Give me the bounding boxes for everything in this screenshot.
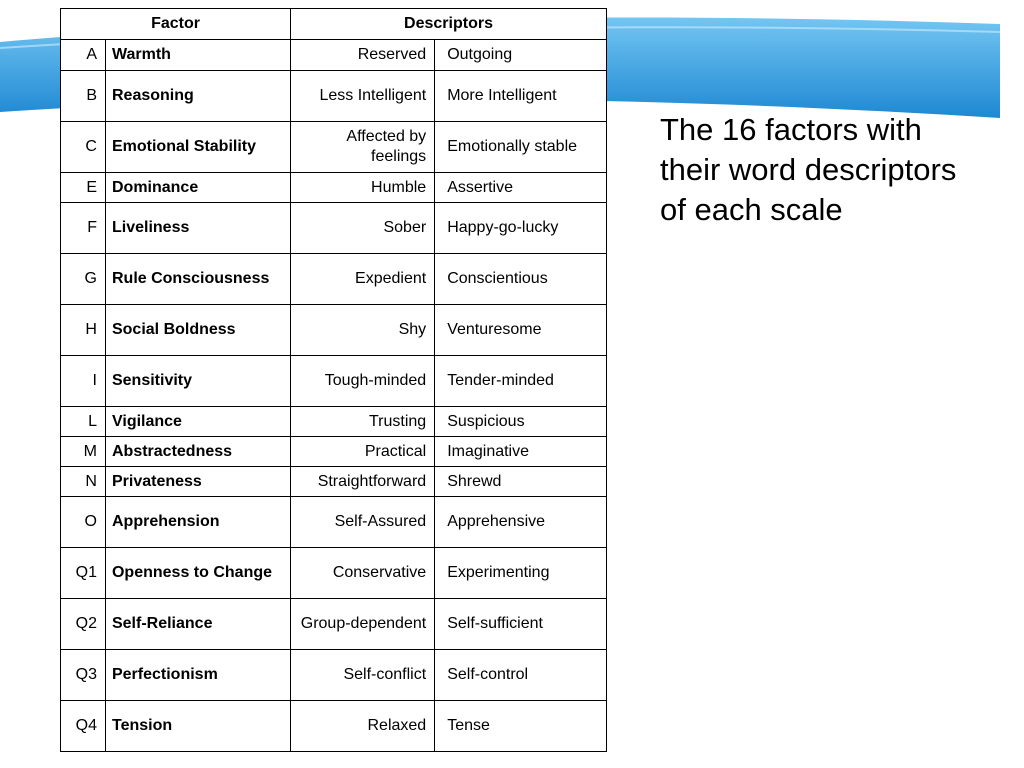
high-descriptor: Imaginative <box>435 437 607 467</box>
low-descriptor: Tough-minded <box>291 356 435 407</box>
high-descriptor: Assertive <box>435 173 607 203</box>
factor-name: Self-Reliance <box>105 599 290 650</box>
high-descriptor: Tense <box>435 701 607 752</box>
factor-code: Q2 <box>61 599 106 650</box>
factor-code: Q3 <box>61 650 106 701</box>
table-row <box>61 437 607 467</box>
low-descriptor: Affected by feelings <box>291 122 435 173</box>
low-descriptor: Expedient <box>291 254 435 305</box>
table-row <box>61 71 607 122</box>
factor-name: Social Boldness <box>105 305 290 356</box>
factor-code: C <box>61 122 106 173</box>
low-descriptor: Humble <box>291 173 435 203</box>
high-descriptor: Venturesome <box>435 305 607 356</box>
factor-name: Vigilance <box>105 407 290 437</box>
factor-code: Q1 <box>61 548 106 599</box>
factor-name: Dominance <box>105 173 290 203</box>
low-descriptor: Shy <box>291 305 435 356</box>
low-descriptor: Relaxed <box>291 701 435 752</box>
low-descriptor: Trusting <box>291 407 435 437</box>
high-descriptor: Experimenting <box>435 548 607 599</box>
table-row <box>61 701 607 752</box>
factor-name: Warmth <box>105 40 290 71</box>
factor-name: Apprehension <box>105 497 290 548</box>
high-descriptor: Self-sufficient <box>435 599 607 650</box>
table-row <box>61 356 607 407</box>
factor-name: Privateness <box>105 467 290 497</box>
low-descriptor: Straightforward <box>291 467 435 497</box>
header-factor: Factor <box>61 9 291 40</box>
low-descriptor: Practical <box>291 437 435 467</box>
factor-name: Emotional Stability <box>105 122 290 173</box>
factor-code: E <box>61 173 106 203</box>
factor-code: M <box>61 437 106 467</box>
table-row <box>61 40 607 71</box>
table-row <box>61 122 607 173</box>
factor-code: F <box>61 203 106 254</box>
table-row <box>61 305 607 356</box>
table-row <box>61 203 607 254</box>
high-descriptor: Outgoing <box>435 40 607 71</box>
high-descriptor: Apprehensive <box>435 497 607 548</box>
factor-code: A <box>61 40 106 71</box>
table-row <box>61 497 607 548</box>
factor-table <box>60 8 607 752</box>
factor-code: H <box>61 305 106 356</box>
factor-name: Tension <box>105 701 290 752</box>
factor-name: Reasoning <box>105 71 290 122</box>
table-row <box>61 254 607 305</box>
table-row <box>61 650 607 701</box>
low-descriptor: Group-dependent <box>291 599 435 650</box>
factor-code: L <box>61 407 106 437</box>
high-descriptor: Emotionally stable <box>435 122 607 173</box>
factor-name: Sensitivity <box>105 356 290 407</box>
low-descriptor: Sober <box>291 203 435 254</box>
table-header-row <box>61 9 607 40</box>
low-descriptor: Less Intelligent <box>291 71 435 122</box>
factor-name: Liveliness <box>105 203 290 254</box>
factor-name: Perfectionism <box>105 650 290 701</box>
low-descriptor: Self-conflict <box>291 650 435 701</box>
header-descriptors: Descriptors <box>291 9 607 40</box>
factor-code: G <box>61 254 106 305</box>
factor-code: I <box>61 356 106 407</box>
high-descriptor: Conscientious <box>435 254 607 305</box>
factor-code: N <box>61 467 106 497</box>
table-row <box>61 467 607 497</box>
factor-name: Rule Consciousness <box>105 254 290 305</box>
factor-code: O <box>61 497 106 548</box>
high-descriptor: Suspicious <box>435 407 607 437</box>
slide-caption: The 16 factors with their word descriptors of each scale <box>660 112 957 227</box>
high-descriptor: Shrewd <box>435 467 607 497</box>
table-row <box>61 599 607 650</box>
high-descriptor: Tender-minded <box>435 356 607 407</box>
low-descriptor: Self-Assured <box>291 497 435 548</box>
table-row <box>61 407 607 437</box>
high-descriptor: Self-control <box>435 650 607 701</box>
table-row <box>61 173 607 203</box>
factor-code: B <box>61 71 106 122</box>
factor-name: Abstractedness <box>105 437 290 467</box>
table-row <box>61 548 607 599</box>
factor-name: Openness to Change <box>105 548 290 599</box>
low-descriptor: Conservative <box>291 548 435 599</box>
high-descriptor: More Intelligent <box>435 71 607 122</box>
high-descriptor: Happy-go-lucky <box>435 203 607 254</box>
low-descriptor: Reserved <box>291 40 435 71</box>
factor-code: Q4 <box>61 701 106 752</box>
